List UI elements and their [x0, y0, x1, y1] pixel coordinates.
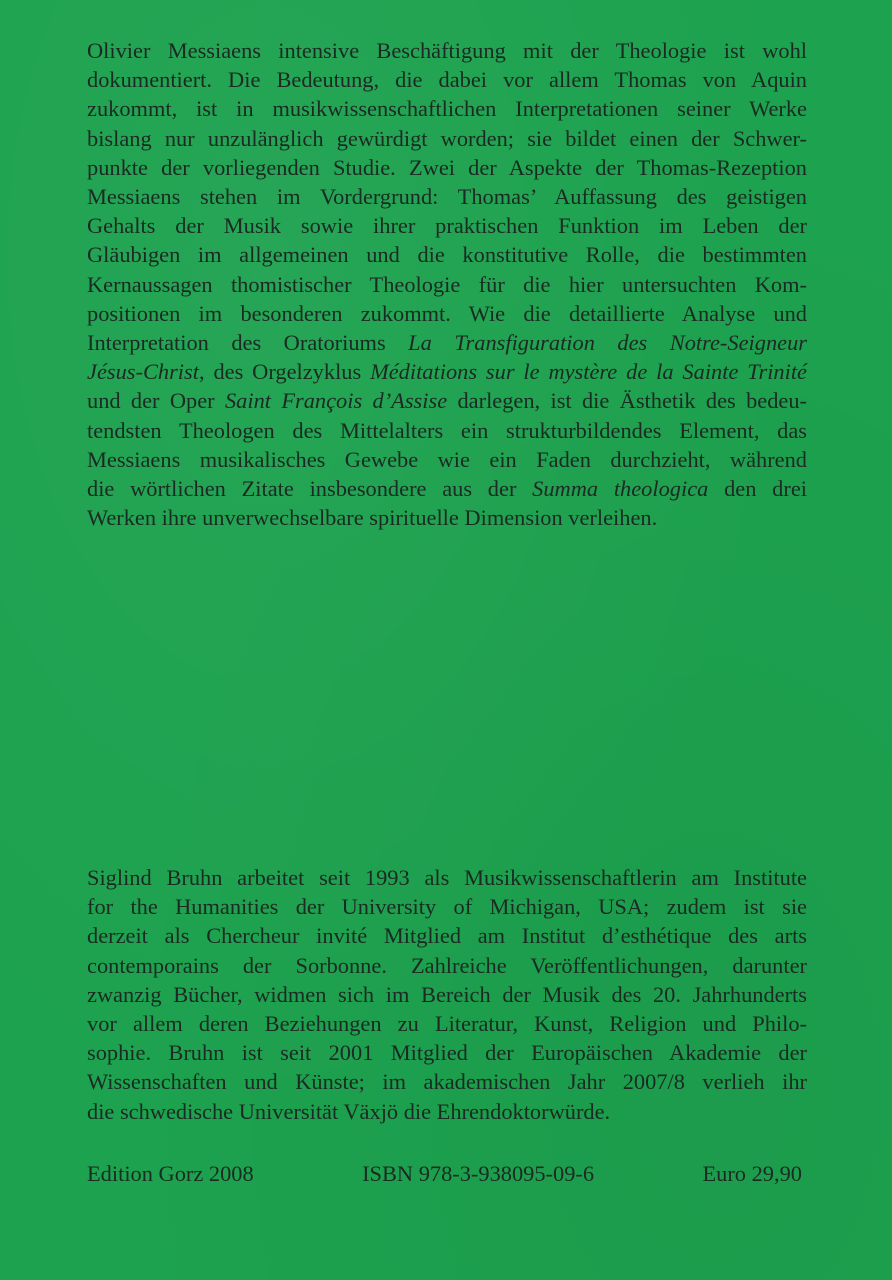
- blurb-line: Interpretation des Oratoriums La Transfiguration des Notre-Seigneur: [87, 330, 807, 356]
- blurb-line: Gehalts der Musik sowie ihrer praktischen Funktion im Leben der: [87, 213, 807, 239]
- bio-line: die schwedische Universität Växjö die Ehrendoktorwürde.: [87, 1098, 611, 1124]
- organ-cycle-title: Méditations sur le mystère de la Sainte Trinité: [370, 359, 807, 385]
- blurb-line: Olivier Messiaens intensive Beschäftigung mit der Theologie ist wohl: [87, 38, 807, 63]
- blurb-line: zukommt, ist in musikwissenschaftlichen Interpretationen seiner Werke: [87, 96, 807, 122]
- blurb-line: punkte der vorliegenden Studie. Zwei der Aspekte der Thomas-Rezeption: [87, 154, 807, 180]
- blurb-line: tendsten Theologen des Mittelalters ein strukturbildendes Element, das: [87, 417, 807, 443]
- blurb-line: die wörtlichen Zitate insbesondere aus der Summa theologica den drei: [87, 476, 807, 502]
- blurb-line: Werken ihre unverwechselbare spirituelle Dimension verleihen.: [87, 505, 658, 531]
- bio-line: Wissenschaften und Künste; im akademischen Jahr 2007/8 verlieh ihr: [87, 1069, 807, 1095]
- opera-title: Saint François d’Assise: [224, 388, 448, 414]
- price-text: Euro 29,90: [702, 1161, 802, 1186]
- blurb-line: Kernaussagen thomistischer Theologie für die hier untersuchten Kom-: [87, 271, 807, 297]
- blurb-line: positionen im besonderen zukommt. Wie die detaillierte Analyse und: [87, 300, 807, 326]
- isbn-text: ISBN 978-3-938095-09-6: [362, 1161, 595, 1186]
- bio-line: for the Humanities der University of Michigan, USA; zudem ist sie: [87, 894, 807, 920]
- blurb-line: Gläubigen im allgemeinen und die konstitutive Rolle, die bestimmten: [87, 242, 807, 268]
- summa-title: Summa theologica: [532, 476, 709, 502]
- blurb-line: und der Oper Saint François d’Assise darlegen, ist die Ästhetik des bedeu-: [87, 388, 807, 414]
- blurb-line: Messiaens stehen im Vordergrund: Thomas’ Auffassung des geistigen: [87, 184, 807, 210]
- bio-line: sophie. Bruhn ist seit 2001 Mitglied der Europäischen Akademie der: [87, 1040, 807, 1066]
- blurb-paragraph: [87, 36, 807, 532]
- author-bio-paragraph: [87, 863, 807, 1126]
- bio-line: Siglind Bruhn arbeitet seit 1993 als Musikwissenschaftlerin am Institute: [87, 865, 807, 890]
- blurb-line: bislang nur unzulänglich gewürdigt worden; sie bildet einen der Schwer-: [87, 125, 807, 151]
- bio-line: derzeit als Chercheur invité Mitglied am Institut d’esthétique des arts: [87, 923, 807, 949]
- blurb-line: Messiaens musikalisches Gewebe wie ein Faden durchzieht, während: [87, 446, 807, 472]
- bio-line: zwanzig Bücher, widmen sich im Bereich der Musik des 20. Jahrhunderts: [87, 981, 807, 1007]
- bio-line: contemporains der Sorbonne. Zahlreiche Veröffentlichungen, darunter: [87, 952, 807, 978]
- imprint-footer: [87, 1160, 802, 1188]
- blurb-line: Jésus-Christ, des Orgelzyklus Méditations sur le mystère de la Sainte Trinité: [87, 359, 807, 385]
- bio-line: vor allem deren Beziehungen zu Literatur, Kunst, Religion und Philo-: [87, 1011, 807, 1037]
- oratorio-title: La Transfiguration des Notre-Seigneur: [408, 330, 807, 356]
- publisher-text: Edition Gorz 2008: [87, 1161, 254, 1186]
- blurb-line: dokumentiert. Die Bedeutung, die dabei vor allem Thomas von Aquin: [87, 67, 807, 93]
- oratorio-title-cont: Jésus-Christ: [87, 359, 199, 385]
